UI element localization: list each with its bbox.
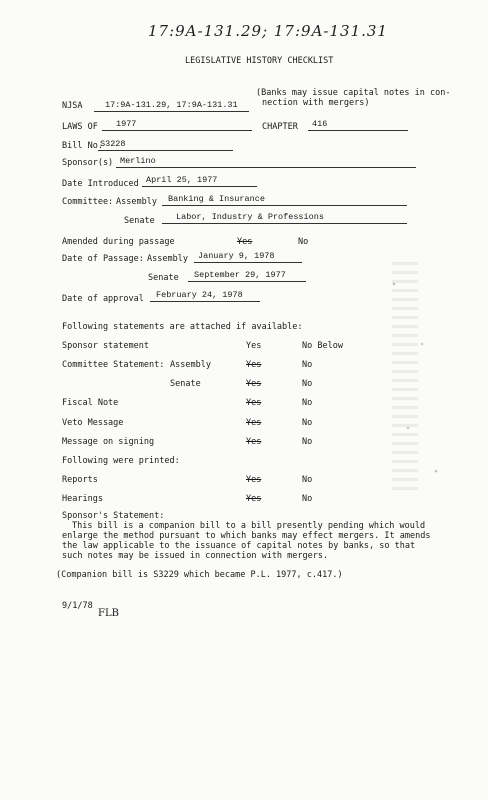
nsa-note-line2: nection with mergers): [262, 98, 370, 108]
nsa-value: 17:9A-131.29, 17:9A-131.31: [105, 100, 238, 110]
reports-yes: Yes: [246, 475, 262, 485]
sponsor-statement-line1: This bill is a companion bill to a bill presently pending which would: [72, 521, 426, 531]
date-of-passage-label: Date of Passage:: [62, 254, 144, 264]
committee-assembly-yes: Yes: [246, 360, 262, 370]
page-title: LEGISLATIVE HISTORY CHECKLIST: [185, 56, 334, 66]
sponsor-statement-line2: enlarge the method pursuant to which banks may effect mergers. It amends: [62, 531, 431, 541]
fiscal-note-yes: Yes: [246, 398, 262, 408]
nsa-note-line1: (Banks may issue capital notes in con-: [256, 88, 451, 98]
scan-specks-artifact: [380, 260, 450, 500]
message-on-signing-label: Message on signing: [62, 437, 155, 447]
sponsor-statement-line3: the law applicable to the issuance of capital notes by banks, so that: [62, 541, 416, 551]
date-introduced-value: April 25, 1977: [146, 175, 218, 185]
sponsor-statement-label: Sponsor statement: [62, 341, 149, 351]
hearings-yes: Yes: [246, 494, 262, 504]
amended-yes: Yes: [237, 237, 253, 247]
veto-message-label: Veto Message: [62, 418, 124, 428]
statements-no-below-header: No Below: [302, 341, 343, 351]
footer-date: 9/1/78: [62, 601, 93, 611]
bill-no-label: Bill No.: [62, 141, 103, 151]
laws-of-label: LAWS OF: [62, 122, 98, 132]
chapter-label: CHAPTER: [262, 122, 298, 132]
fiscal-note-no: No: [302, 398, 313, 408]
reports-no: No: [302, 475, 313, 485]
date-of-approval-value: February 24, 1978: [156, 290, 243, 300]
bill-no-value: S3228: [100, 139, 126, 149]
veto-message-yes: Yes: [246, 418, 262, 428]
amended-no: No: [298, 237, 309, 247]
reports-label: Reports: [62, 475, 98, 485]
veto-message-no: No: [302, 418, 313, 428]
committee-assembly-label: Assembly: [116, 197, 157, 207]
attached-heading: Following statements are attached if available:: [62, 322, 303, 332]
committee-assembly-value: Banking & Insurance: [168, 194, 265, 204]
committee-statement-label: Committee Statement:: [62, 360, 165, 370]
committee-assembly-no: No: [302, 360, 313, 370]
message-on-signing-yes: Yes: [246, 437, 262, 447]
sponsor-label: Sponsor(s): [62, 158, 114, 168]
passage-assembly-value: January 9, 1978: [198, 251, 275, 261]
passage-assembly-label: Assembly: [147, 254, 188, 264]
committee-senate-value: Labor, Industry & Professions: [176, 212, 324, 222]
chapter-value: 416: [312, 119, 328, 129]
footer-initials: FLB: [98, 608, 119, 619]
sponsor-statement-line4: such notes may be issued in connection with mergers.: [62, 551, 329, 561]
printed-heading: Following were printed:: [62, 456, 180, 466]
handwritten-statute-header: 17:9A-131.29; 17:9A-131.31: [148, 22, 388, 40]
amended-label: Amended during passage: [62, 237, 175, 247]
date-introduced-label: Date Introduced: [62, 179, 139, 189]
hearings-no: No: [302, 494, 313, 504]
hearings-label: Hearings: [62, 494, 103, 504]
sponsor-statement-heading: Sponsor's Statement:: [62, 511, 165, 521]
passage-senate-label: Senate: [148, 273, 179, 283]
date-of-approval-label: Date of approval: [62, 294, 144, 304]
sponsor-value: Merlino: [120, 156, 156, 166]
committee-statement-assembly-label: Assembly: [170, 360, 211, 370]
laws-of-value: 1977: [116, 119, 137, 129]
committee-label: Committee:: [62, 197, 114, 207]
passage-senate-value: September 29, 1977: [194, 270, 286, 280]
committee-senate-no: No: [302, 379, 313, 389]
committee-senate-yes: Yes: [246, 379, 262, 389]
nsa-label: NJSA: [62, 101, 83, 111]
message-on-signing-no: No: [302, 437, 313, 447]
fiscal-note-label: Fiscal Note: [62, 398, 119, 408]
committee-senate-label: Senate: [124, 216, 155, 226]
committee-statement-senate-label: Senate: [170, 379, 201, 389]
statements-yes-header: Yes: [246, 341, 262, 351]
companion-bill-note: (Companion bill is S3229 which became P.L. 1977, c.417.): [56, 570, 343, 580]
